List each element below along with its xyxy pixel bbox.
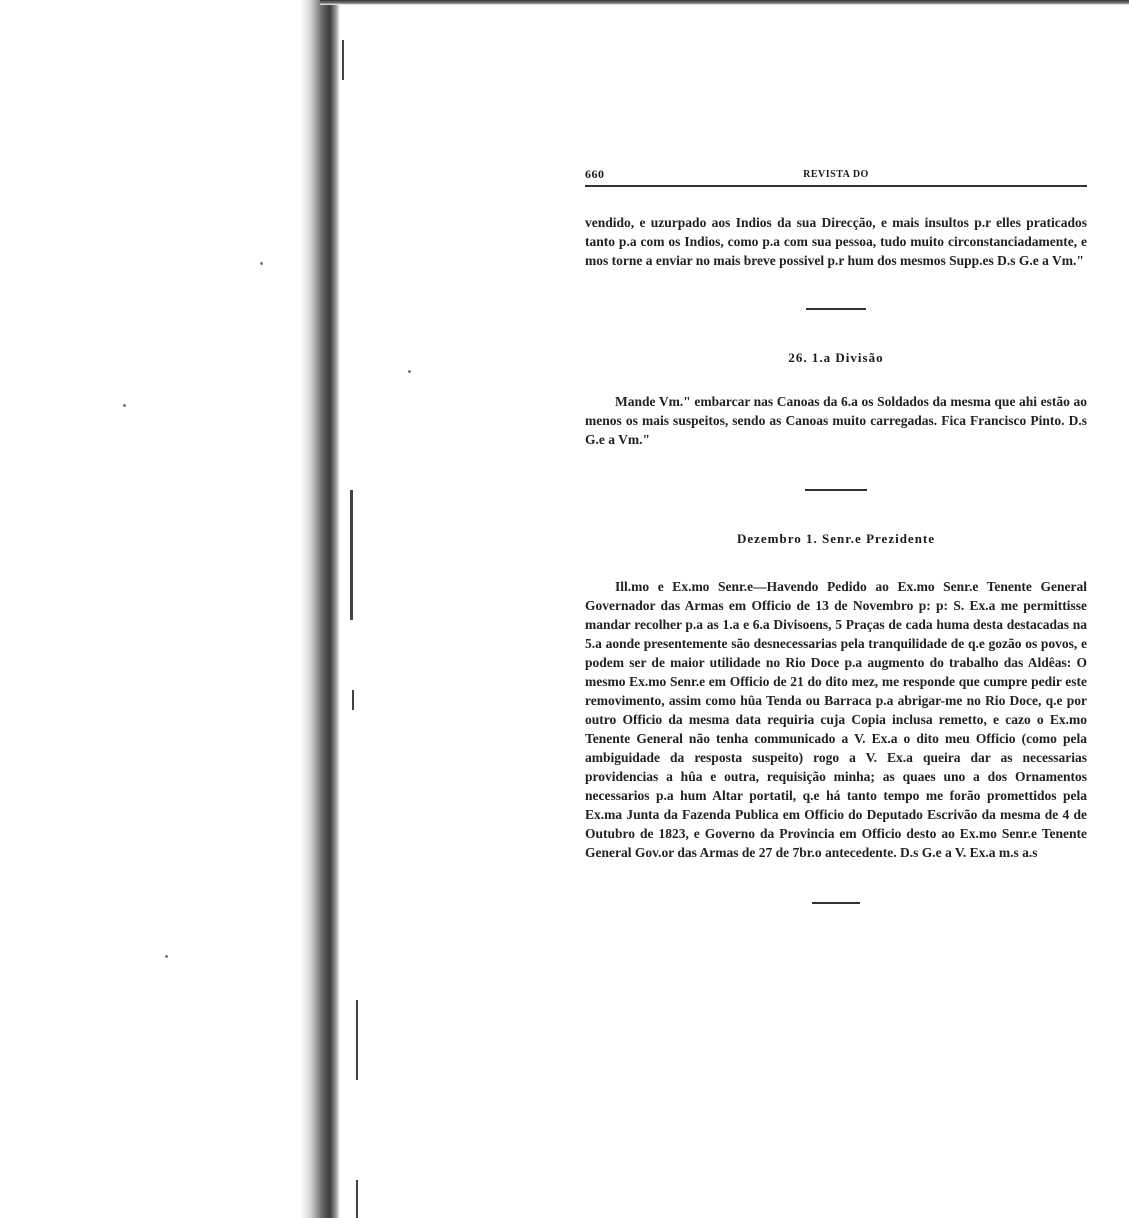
running-head — [585, 165, 1087, 185]
dezembro-letter-paragraph: Ill.mo e Ex.mo Senr.e—Havendo Pedido ao Ex.mo Senr.e Tenente General Governador das Armas em Officio de 13 de Novembro p: p: S. Ex.a me permittisse mandar recolher p.a as 1.a e 6.a Divisoens, 5 Praças de cada huma desta destacadas na 5.a aonde presentemente são desnecessarias pela tranquilidade de q.e gozão os povos, e podem ser de maior utilidade no Rio Doce p.a augmento do trabalho das Aldêas: O mesmo Ex.mo Senr.e em Officio de 21 do dito mez, me responde que cumpre pedir este removimento, assim como hûa Tenda ou Barraca p.a abrigar-me no Rio Doce, q.e por outro Officio da mesma data requiria cuja Copia inclusa remetto, e cazo o Ex.mo Tenente General não tenha communicado a V. Ex.a o dito meu Officio (como pela ambiguidade da resposta suspeito) rogo a V. Ex.a queira dar as necessarias providencias a hûa e outra, requisição minha; as quaes uno a dos Ornamentos necessarios p.a hum Altar portatil, q.e há tanto tempo me forão promettidos pela Ex.ma Junta da Fazenda Publica em Officio do Deputado Escrivão da mesma de 4 de Outubro de 1823, e Governo da Provincia em Officio desto ao Ex.mo Senr.e Tenente General Gov.or das Armas de 27 de 7br.o antecedente. D.s G.e a V. Ex.a m.s a.s — [585, 579, 1087, 860]
scan-speck — [165, 955, 168, 958]
gutter-mark — [356, 1180, 358, 1218]
gutter-mark — [342, 40, 344, 80]
gutter-mark — [352, 690, 354, 710]
section-separator — [805, 489, 867, 491]
gutter-mark — [356, 1000, 358, 1080]
scan-speck — [123, 404, 126, 407]
scan-speck — [408, 370, 411, 373]
running-title: REVISTA DO — [803, 169, 869, 180]
gutter-mark — [350, 490, 353, 620]
book-page — [585, 165, 1087, 904]
header-rule — [585, 185, 1087, 187]
continued-paragraph: vendido, e uzurpado aos Indios da sua Direcção, e mais insultos p.r elles praticados tanto p.a com os Indios, como p.a com sua pessoa, tudo muito circonstanciadamente, e mos torne a enviar no mais breve possivel p.r hum dos mesmos Supp.es D.s G.e a Vm." — [585, 215, 1087, 268]
section-separator — [812, 902, 860, 904]
page-number: 660 — [585, 167, 605, 181]
page-top-edge — [320, 0, 1129, 5]
section-26-paragraph: Mande Vm." embarcar nas Canoas da 6.a os Soldados da mesma que ahi estão ao menos os mais suspeitos, sendo as Canoas muito carregadas. Fica Francisco Pinto. D.s G.e a Vm." — [585, 394, 1087, 447]
section-heading-dezembro: Dezembro 1. Senr.e Prezidente — [736, 531, 936, 546]
book-gutter-shadow — [300, 0, 340, 1218]
section-separator — [806, 308, 866, 310]
section-heading-26: 26. 1.a Divisão — [788, 350, 884, 365]
scan-speck — [260, 262, 263, 265]
